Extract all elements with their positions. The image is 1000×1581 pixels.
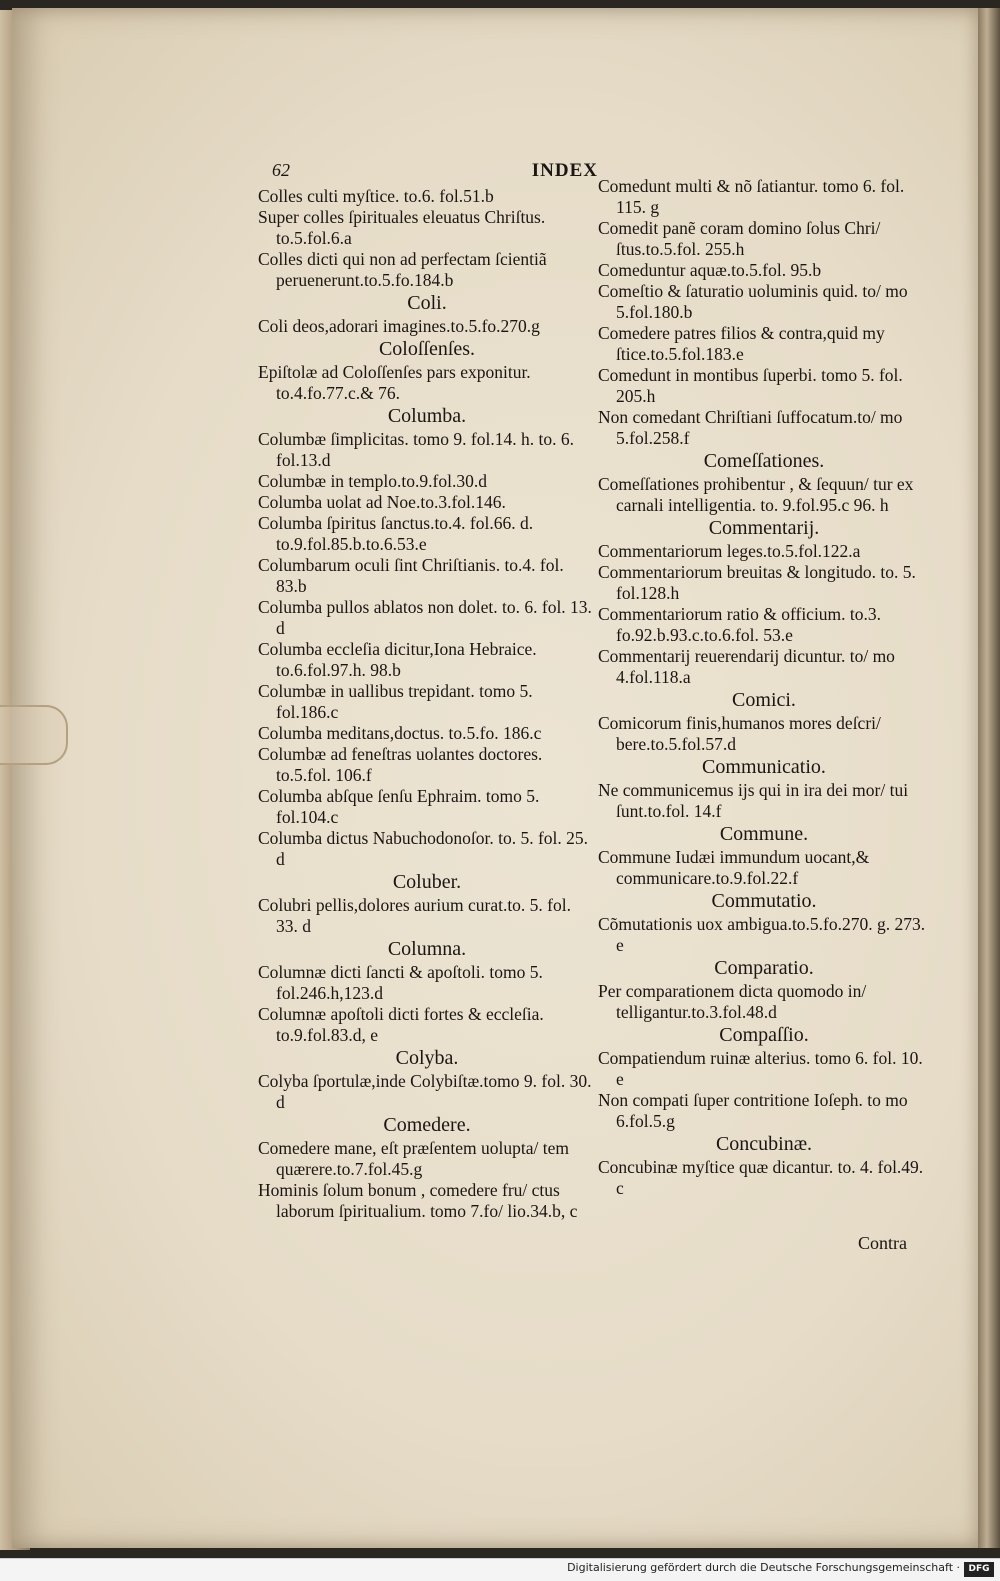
index-heading: Coluber. <box>392 871 462 893</box>
index-heading: Commentarij. <box>708 517 820 539</box>
index-entry: Columba abſque ſenſu Ephraim. tomo 5. fol.104.c <box>258 786 540 827</box>
index-heading: Coli. <box>407 292 447 314</box>
book-right-edge <box>978 8 1000 1548</box>
index-heading: Comparatio. <box>714 957 814 979</box>
index-heading: Concubinæ. <box>715 1133 813 1155</box>
index-heading: Compaſſio. <box>719 1024 809 1046</box>
index-entry: Comeduntur aquæ.to.5.fol. 95.b <box>598 260 822 280</box>
index-entry: Columba ſpiritus ſanctus.to.4. fol.66. d. to.9.fol.85.b.to.6.53.e <box>258 513 534 554</box>
index-entry: Non comedant Chriſtiani ſuffocatum.to/ mo 5.fol.258.f <box>598 407 903 448</box>
index-entry: Comedunt in montibus ſuperbi. tomo 5. fol. 205.h <box>598 365 903 406</box>
index-heading: Commutatio. <box>711 890 817 912</box>
index-entry: Columnæ dicti ſancti & apoſtoli. tomo 5. fol.246.h,123.d <box>258 962 543 1003</box>
index-entry: Super colles ſpirituales eleuatus Chriſtus. to.5.fol.6.a <box>258 207 546 248</box>
index-entry: Columbarum oculi ſint Chriſtianis. to.4. fol. 83.b <box>258 555 564 596</box>
running-head: INDEX <box>531 160 598 181</box>
index-heading: Communicatio. <box>702 756 826 778</box>
footer-bar <box>0 1558 1000 1581</box>
index-column-left <box>258 186 596 1222</box>
index-heading: Comedere. <box>383 1114 471 1136</box>
index-entry: Concubinæ myſtice quæ dicantur. to. 4. fol.49. c <box>598 1157 924 1198</box>
index-entry: Comeſtio & ſaturatio uoluminis quid. to/ mo 5.fol.180.b <box>598 281 908 322</box>
index-entry: Columba uolat ad Noe.to.3.fol.146. <box>258 492 506 512</box>
index-heading: Columba. <box>387 405 467 427</box>
index-heading: Colyba. <box>395 1047 459 1069</box>
folio-number: 62 <box>272 160 290 180</box>
index-entry: Columba dictus Nabuchodonoſor. to. 5. fol. 25. d <box>258 828 589 869</box>
index-entry: Per comparationem dicta quomodo in/ telligantur.to.3.fol.48.d <box>598 981 867 1022</box>
index-entry: Commentariorum breuitas & longitudo. to. 5. fol.128.h <box>598 562 916 603</box>
index-heading: Comici. <box>732 689 796 711</box>
index-entry: Colles dicti qui non ad perfectam ſcientiã peruenerunt.to.5.fo.184.b <box>258 249 547 290</box>
index-entry: Ne communicemus ijs qui in ira dei mor/ tui ſunt.to.fol. 14.f <box>598 780 909 821</box>
index-entry: Columba eccleſia dicitur,Iona Hebraice. to.6.fol.97.h. 98.b <box>258 639 537 680</box>
index-entry: Comedere mane, eſt præſentem uolupta/ tem quærere.to.7.fol.45.g <box>258 1138 570 1179</box>
index-entry: Compatiendum ruinæ alterius. tomo 6. fol. 10. e <box>598 1048 923 1089</box>
index-entry: Columnæ apoſtoli dicti fortes & eccleſia. to.9.fol.83.d, e <box>258 1004 544 1045</box>
index-entry: Comedit panẽ coram domino ſolus Chri/ ſtus.to.5.fol. 255.h <box>598 218 881 259</box>
page-clip-tab <box>0 705 68 765</box>
index-entry: Comedunt multi & nõ ſatiantur. tomo 6. fol. 115. g <box>598 176 905 217</box>
index-entry: Colles culti myſtice. to.6. fol.51.b <box>258 186 494 206</box>
index-entry: Non compati ſuper contritione Ioſeph. to mo 6.fol.5.g <box>598 1090 908 1131</box>
index-entry: Columbæ ad feneſtras uolantes doctores. to.5.fol. 106.f <box>258 744 543 785</box>
index-entry: Comeſſationes prohibentur , & ſequun/ tur ex carnali intelligentia. to. 9.fol.95.c 96. h <box>598 474 914 515</box>
index-entry: Commentarij reuerendarij dicuntur. to/ mo 4.fol.118.a <box>598 646 895 687</box>
index-entry: Cõmutationis uox ambigua.to.5.fo.270. g. 273. e <box>598 914 926 955</box>
index-entry: Columbæ ſimplicitas. tomo 9. fol.14. h. to. 6. fol.13.d <box>258 429 574 470</box>
index-entry: Hominis ſolum bonum , comedere fru/ ctus laborum ſpiritualium. tomo 7.fo/ lio.34.b, c <box>258 1180 578 1221</box>
index-heading: Coloſſenſes. <box>378 338 476 360</box>
dfg-logo: DFG <box>964 1562 994 1577</box>
index-entry: Coli deos,adorari imagines.to.5.fo.270.g <box>258 316 540 336</box>
index-entry: Epiſtolæ ad Coloſſenſes pars exponitur. to.4.fo.77.c.& 76. <box>258 362 531 403</box>
catchword: Contra <box>858 1233 907 1253</box>
index-entry: Colubri pellis,dolores aurium curat.to. 5. fol. 33. d <box>258 895 572 936</box>
index-entry: Commentariorum ratio & officium. to.3. fo.92.b.93.c.to.6.fol. 53.e <box>598 604 882 645</box>
index-entry: Comicorum finis,humanos mores deſcri/ bere.to.5.fol.57.d <box>598 713 881 754</box>
index-entry: Columbæ in templo.to.9.fol.30.d <box>258 471 487 491</box>
page-header <box>272 160 598 186</box>
index-heading: Commune. <box>719 823 809 845</box>
index-heading: Columna. <box>387 938 467 960</box>
index-column-right <box>598 176 930 1199</box>
index-heading: Comeſſationes. <box>703 450 825 472</box>
footer-credit: Digitalisierung gefördert durch die Deutsche Forschungsgemeinschaft · <box>567 1561 960 1574</box>
index-entry: Columba meditans,doctus. to.5.fo. 186.c <box>258 723 542 743</box>
index-entry: Commentariorum leges.to.5.fol.122.a <box>598 541 861 561</box>
index-entry: Colyba ſportulæ,inde Colybiſtæ.tomo 9. fol. 30. d <box>258 1071 592 1112</box>
index-entry: Columbæ in uallibus trepidant. tomo 5. fol.186.c <box>258 681 533 722</box>
index-entry: Comedere patres filios & contra,quid my ſtice.to.5.fol.183.e <box>598 323 885 364</box>
index-entry: Columba pullos ablatos non dolet. to. 6. fol. 13. d <box>258 597 592 638</box>
index-entry: Commune Iudæi immundum uocant,& communicare.to.9.fol.22.f <box>598 847 870 888</box>
